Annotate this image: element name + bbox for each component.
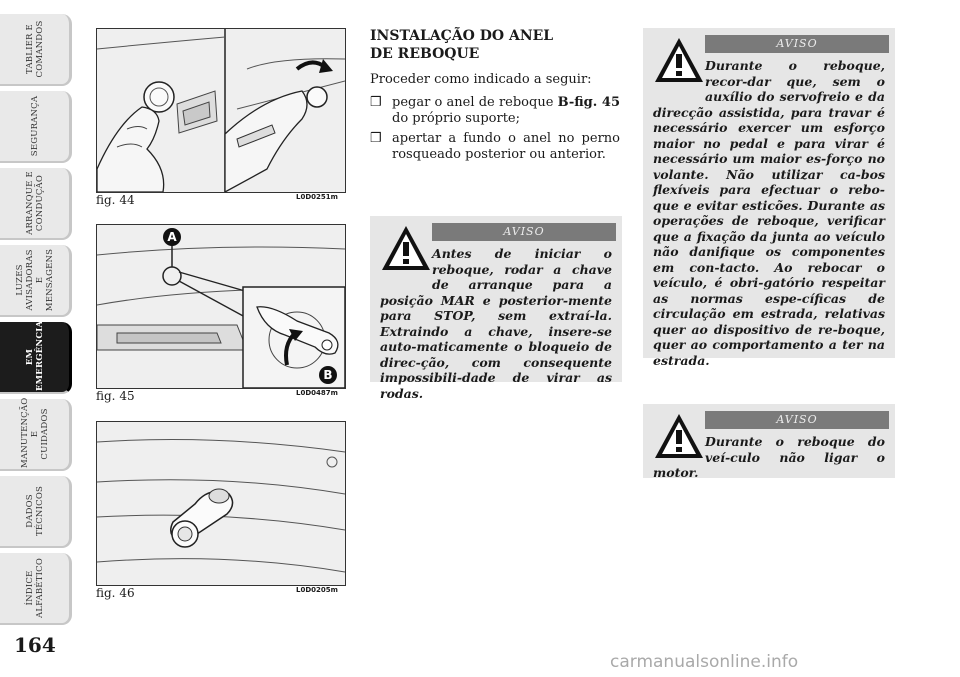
warning-text: Durante o reboque, recor-dar que, sem o auxílio do servofreio e da direcção assistida, para travar é necessário exercer um esforço maior no pedal e para virar é necessário um maior es-forço no volante. Não utilizar ca-bos flexíveis para efectuar o rebo-que e evitar esticões. Durante as operações de reboque, verificar que a fixação da junta ao veículo não danifique os componentes em con-tacto. Ao rebocar o veículo, é obri-gatório respeitar as normas espe-cíficas de circulação em estrada, relativas quer ao dispositivo de re-boque, quer ao comportamento a ter na estrada. — [653, 58, 885, 368]
tab-seguranca[interactable]: SEGURANÇA — [0, 91, 72, 163]
tab-indice-alfabetico[interactable]: ÍNDICE ALFABÉTICO — [0, 553, 72, 625]
warning-text: Durante o reboque do veí-culo não ligar o motor. — [653, 434, 885, 480]
tab-em-emergencia[interactable]: EM EMERGÊNCIA — [0, 322, 72, 394]
warning-header: AVISO — [705, 411, 889, 429]
tab-dados-tecnicos[interactable]: DADOS TÉCNICOS — [0, 476, 72, 548]
tab-tablier-comandos[interactable]: TABLIER E COMANDOS — [0, 14, 72, 86]
checkbox-bullet-icon: ❒ — [370, 131, 382, 146]
watermark: carmanualsonline.info — [610, 652, 799, 672]
figure-45-illustration — [96, 224, 346, 389]
figure-46-code: L0D0205m — [296, 586, 338, 594]
tab-luzes-avisadoras[interactable]: LUZES AVISADORAS E MENSAGENS — [0, 245, 72, 317]
warning-header: AVISO — [432, 223, 616, 241]
step-item-1: ❒ pegar o anel de reboque B-fig. 45 do próprio suporte; — [370, 95, 620, 126]
figure-45-code: L0D0487m — [296, 389, 338, 397]
tab-manutencao-cuidados[interactable]: MANUTENÇÃO E CUIDADOS — [0, 399, 72, 471]
warning-box-towing — [643, 28, 895, 368]
warning-text: Antes de iniciar o reboque, rodar a chave de arranque para a posição MAR e posterior-mente para STOP, sem extraí-la. Extraindo a chave, insere-se auto-maticamente o bloqueio de direc-ção, com consequente impossibili-dade de virar as rodas. — [380, 246, 612, 401]
figure-45-caption: fig. 45 — [96, 389, 135, 403]
figure-46-caption: fig. 46 — [96, 586, 135, 600]
tab-arranque-conducao[interactable]: ARRANQUE E CONDUÇÃO — [0, 168, 72, 240]
checkbox-bullet-icon: ❒ — [370, 95, 382, 110]
step-item-2: ❒ apertar a fundo o anel no perno rosqueado posterior ou anterior. — [370, 131, 620, 162]
warning-box-engine — [643, 404, 895, 478]
figure-44-illustration — [96, 28, 346, 193]
callout-b: B — [319, 366, 337, 384]
warning-triangle-icon — [653, 36, 705, 84]
chapter-sidebar — [0, 0, 78, 677]
warning-header: AVISO — [705, 35, 889, 53]
step-list — [370, 95, 620, 167]
section-title: INSTALAÇÃO DO ANEL DE REBOQUE — [370, 28, 554, 62]
figure-44-caption: fig. 44 — [96, 193, 135, 207]
warning-box-key — [370, 216, 622, 401]
page-number: 164 — [14, 633, 56, 657]
warning-triangle-icon — [380, 224, 432, 272]
figure-44-code: L0D0251m — [296, 193, 338, 201]
callout-a: A — [163, 228, 181, 246]
figure-46-illustration — [96, 421, 346, 586]
warning-triangle-icon — [653, 412, 705, 460]
section-intro: Proceder como indicado a seguir: — [370, 72, 592, 87]
